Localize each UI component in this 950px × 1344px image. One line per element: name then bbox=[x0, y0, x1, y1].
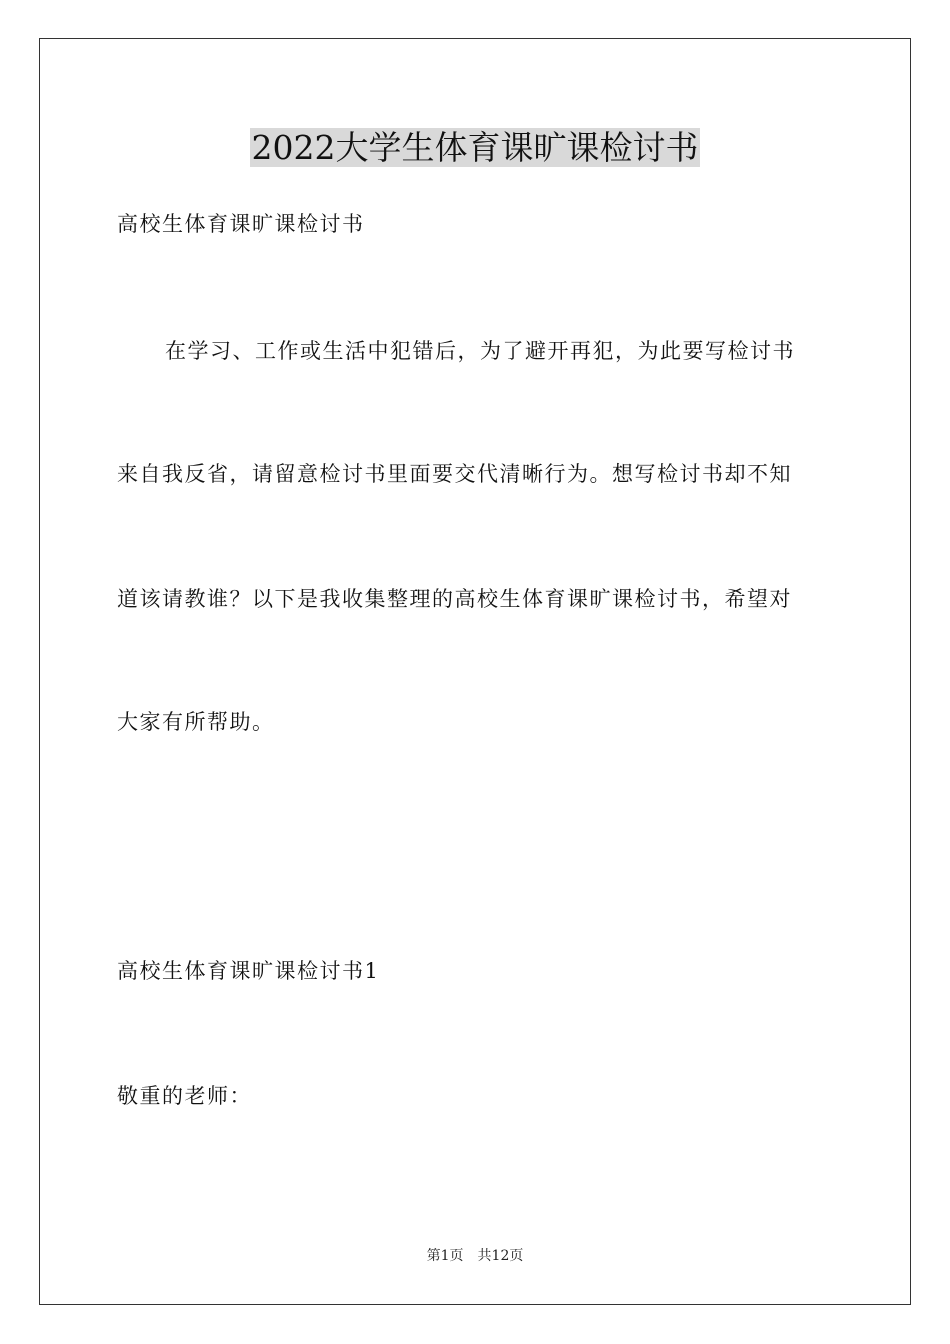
paragraph-line-3: 道该请教谁？以下是我收集整理的高校生体育课旷课检讨书，希望对 bbox=[117, 587, 792, 611]
document-title bbox=[0, 128, 950, 168]
salutation: 敬重的老师： bbox=[117, 1084, 252, 1108]
paragraph-line-2: 来自我反省，请留意检讨书里面要交代清晰行为。想写检讨书却不知 bbox=[117, 462, 792, 486]
page-footer bbox=[0, 1246, 950, 1266]
section-heading: 高校生体育课旷课检讨书1 bbox=[117, 959, 380, 983]
page-number: 第1页 bbox=[426, 1248, 464, 1264]
paragraph-line-1: 在学习、工作或生活中犯错后，为了避开再犯，为此要写检讨书 bbox=[165, 339, 795, 363]
page-total: 共12页 bbox=[477, 1248, 524, 1264]
document-subtitle: 高校生体育课旷课检讨书 bbox=[117, 212, 365, 236]
document-title-text: 2022大学生体育课旷课检讨书 bbox=[251, 128, 699, 167]
paragraph-line-4: 大家有所帮助。 bbox=[117, 710, 275, 734]
